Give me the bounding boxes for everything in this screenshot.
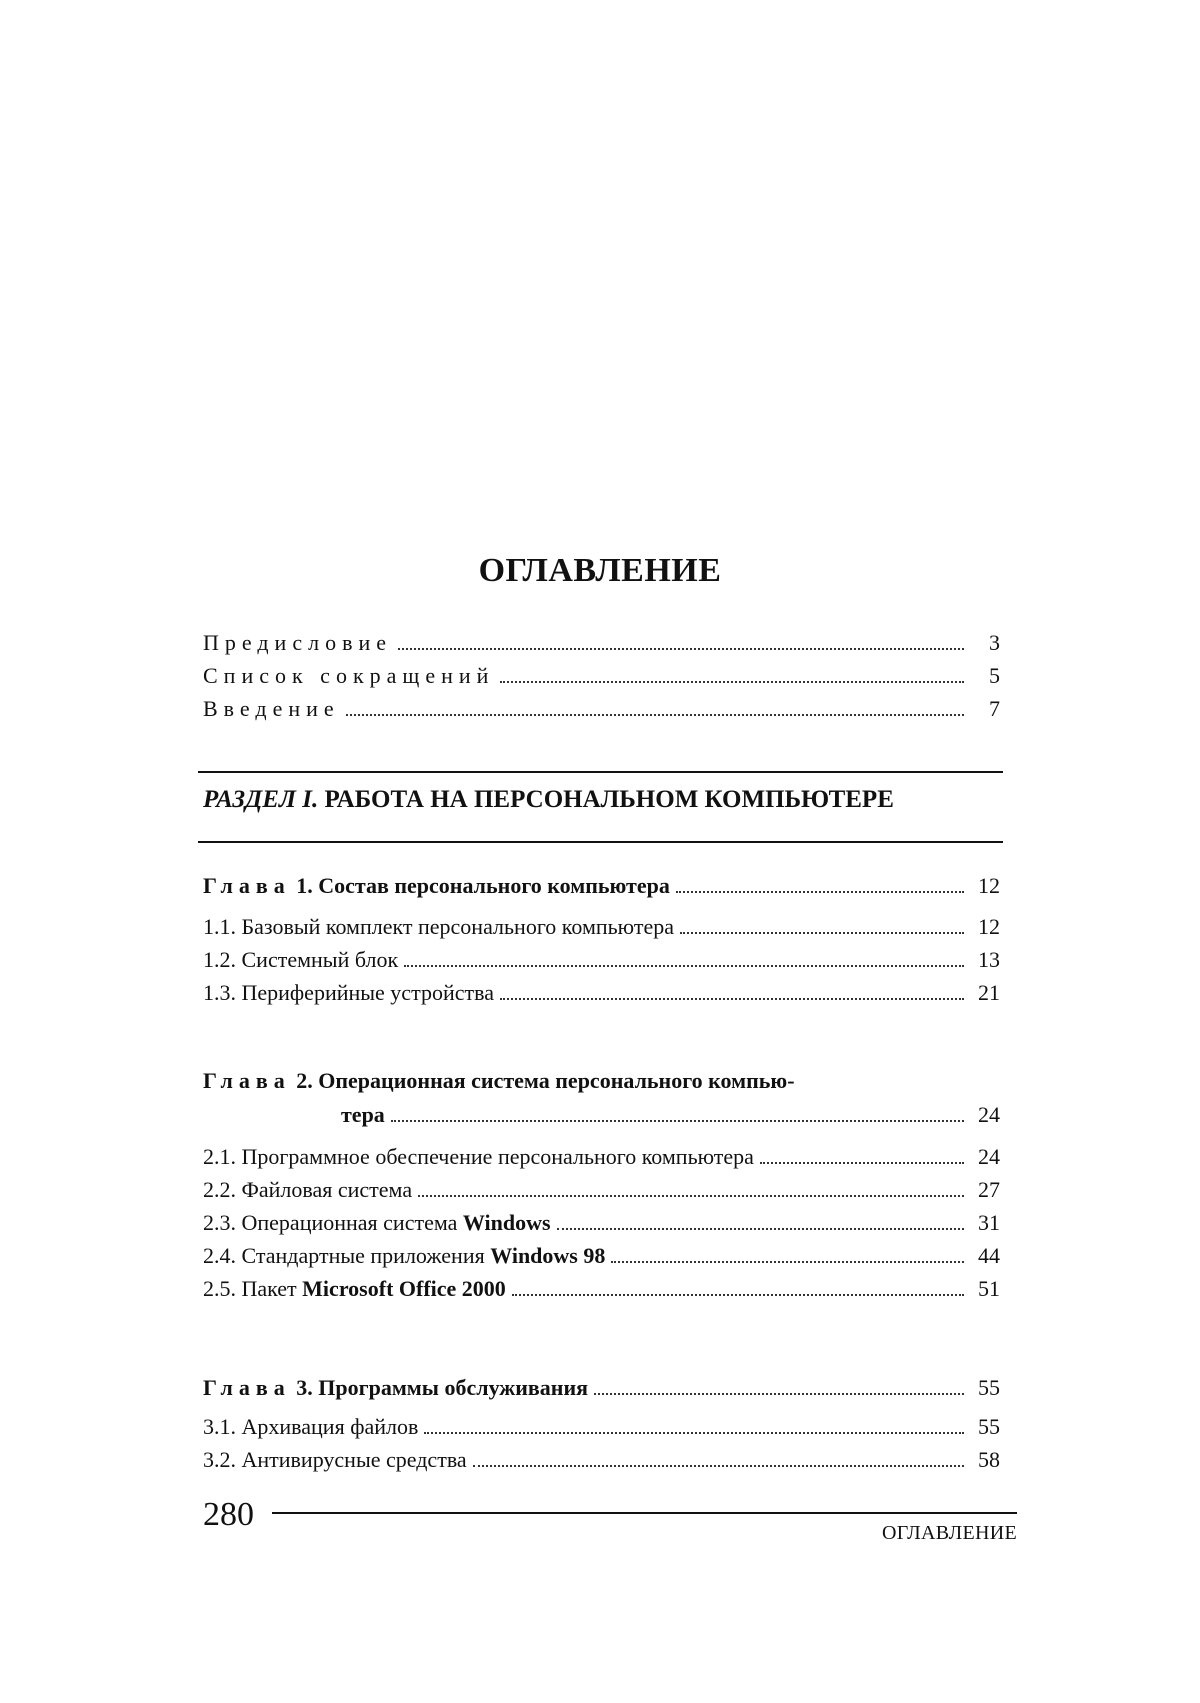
toc-item-page: 13 xyxy=(978,947,1000,972)
toc-chapter-page: 12 xyxy=(978,873,1000,898)
toc-chapter-3 xyxy=(203,1373,1000,1403)
toc-item-2-5 xyxy=(203,1274,1000,1304)
dot-leader xyxy=(500,681,964,683)
toc-item-product: Windows xyxy=(462,1210,551,1235)
toc-entry-preface xyxy=(203,628,1000,658)
page-title: ОГЛАВЛЕНИЕ xyxy=(478,552,722,589)
chapter-title: Программы обслуживания xyxy=(318,1375,589,1400)
toc-entry-page: 7 xyxy=(989,696,1000,721)
dot-leader xyxy=(680,932,964,934)
toc-entry-abbreviations xyxy=(203,661,1000,691)
toc-chapter-2-title-line1 xyxy=(203,1066,1000,1096)
dot-leader xyxy=(346,714,964,716)
chapter-title: Состав персонального компьютера xyxy=(318,873,670,898)
toc-item-2-3 xyxy=(203,1208,1000,1238)
toc-item-label: 1.2. Системный блок xyxy=(203,947,399,972)
section-heading xyxy=(203,786,1003,814)
toc-item-page: 24 xyxy=(978,1144,1000,1169)
toc-item-text: 2.5. Пакет xyxy=(203,1276,297,1301)
dot-leader xyxy=(404,965,964,967)
toc-chapter-1 xyxy=(203,871,1000,901)
toc-item-label: 1.1. Базовый комплект персонального компьютера xyxy=(203,914,674,939)
toc-item-3-2 xyxy=(203,1445,1000,1475)
toc-chapter-page: 55 xyxy=(978,1375,1000,1400)
dot-leader xyxy=(398,648,964,650)
toc-item-page: 51 xyxy=(978,1276,1000,1301)
toc-entry-page: 3 xyxy=(989,630,1000,655)
toc-item-text: 2.4. Стандартные приложения xyxy=(203,1243,485,1268)
chapter-number: 2. xyxy=(296,1068,313,1093)
toc-item-label: 3.2. Антивирусные средства xyxy=(203,1447,467,1472)
toc-item-product: Microsoft Office 2000 xyxy=(302,1276,506,1301)
chapter-word: Глава xyxy=(203,1068,291,1093)
toc-entry-label: Введение xyxy=(203,696,340,721)
toc-chapter-label xyxy=(203,1373,588,1403)
toc-item-product: Windows 98 xyxy=(490,1243,606,1268)
toc-item-page: 12 xyxy=(978,914,1000,939)
toc-chapter-label xyxy=(203,871,670,901)
toc-item-2-1 xyxy=(203,1142,1000,1172)
section-rule-top xyxy=(198,771,1003,773)
toc-item-page: 27 xyxy=(978,1177,1000,1202)
toc-item-page: 31 xyxy=(978,1210,1000,1235)
toc-item-text: 2.3. Операционная система xyxy=(203,1210,458,1235)
footer-rule xyxy=(272,1512,1017,1514)
dot-leader xyxy=(500,998,964,1000)
dot-leader xyxy=(676,891,964,893)
toc-item-label xyxy=(203,1208,551,1238)
toc-item-label: 3.1. Архивация файлов xyxy=(203,1414,419,1439)
dot-leader xyxy=(418,1195,964,1197)
dot-leader xyxy=(391,1120,964,1122)
toc-chapter-page: 24 xyxy=(978,1102,1000,1127)
toc-item-1-1 xyxy=(203,912,1000,942)
toc-item-label: 2.2. Файловая система xyxy=(203,1177,413,1202)
toc-item-2-2 xyxy=(203,1175,1000,1205)
section-rule-bottom xyxy=(198,841,1003,843)
chapter-title-line1: Операционная система персонального компью- xyxy=(318,1068,795,1093)
toc-item-2-4 xyxy=(203,1241,1000,1271)
chapter-word: Глава xyxy=(203,873,291,898)
toc-item-page: 21 xyxy=(978,980,1000,1005)
dot-leader xyxy=(557,1228,964,1230)
toc-entry-page: 5 xyxy=(989,663,1000,688)
dot-leader xyxy=(760,1162,964,1164)
toc-item-3-1 xyxy=(203,1412,1000,1442)
footer-running-title: ОГЛАВЛЕНИЕ xyxy=(882,1522,1017,1544)
toc-item-page: 58 xyxy=(978,1447,1000,1472)
chapter-title-line2: тера xyxy=(341,1102,385,1127)
toc-item-1-2 xyxy=(203,945,1000,975)
toc-chapter-2 xyxy=(341,1100,1000,1130)
toc-item-page: 55 xyxy=(978,1414,1000,1439)
chapter-word: Глава xyxy=(203,1375,291,1400)
toc-item-label: 2.1. Программное обеспечение персонального компьютера xyxy=(203,1144,754,1169)
section-title: РАБОТА НА ПЕРСОНАЛЬНОМ КОМПЬЮТЕРЕ xyxy=(324,786,894,813)
dot-leader xyxy=(473,1465,964,1467)
section-prefix: РАЗДЕЛ I. xyxy=(203,786,319,813)
toc-item-label xyxy=(203,1241,605,1271)
dot-leader xyxy=(594,1393,964,1395)
toc-entry-label: Список сокращений xyxy=(203,663,495,688)
toc-item-page: 44 xyxy=(978,1243,1000,1268)
toc-entry-introduction xyxy=(203,694,1000,724)
chapter-number: 3. xyxy=(296,1375,313,1400)
footer-page-number: 280 xyxy=(203,1496,254,1533)
chapter-number: 1. xyxy=(296,873,313,898)
dot-leader xyxy=(512,1294,964,1296)
toc-item-1-3 xyxy=(203,978,1000,1008)
toc-item-label: 1.3. Периферийные устройства xyxy=(203,980,494,1005)
toc-entry-label: Предисловие xyxy=(203,630,392,655)
dot-leader xyxy=(611,1261,964,1263)
toc-item-label xyxy=(203,1274,506,1304)
dot-leader xyxy=(424,1432,964,1434)
